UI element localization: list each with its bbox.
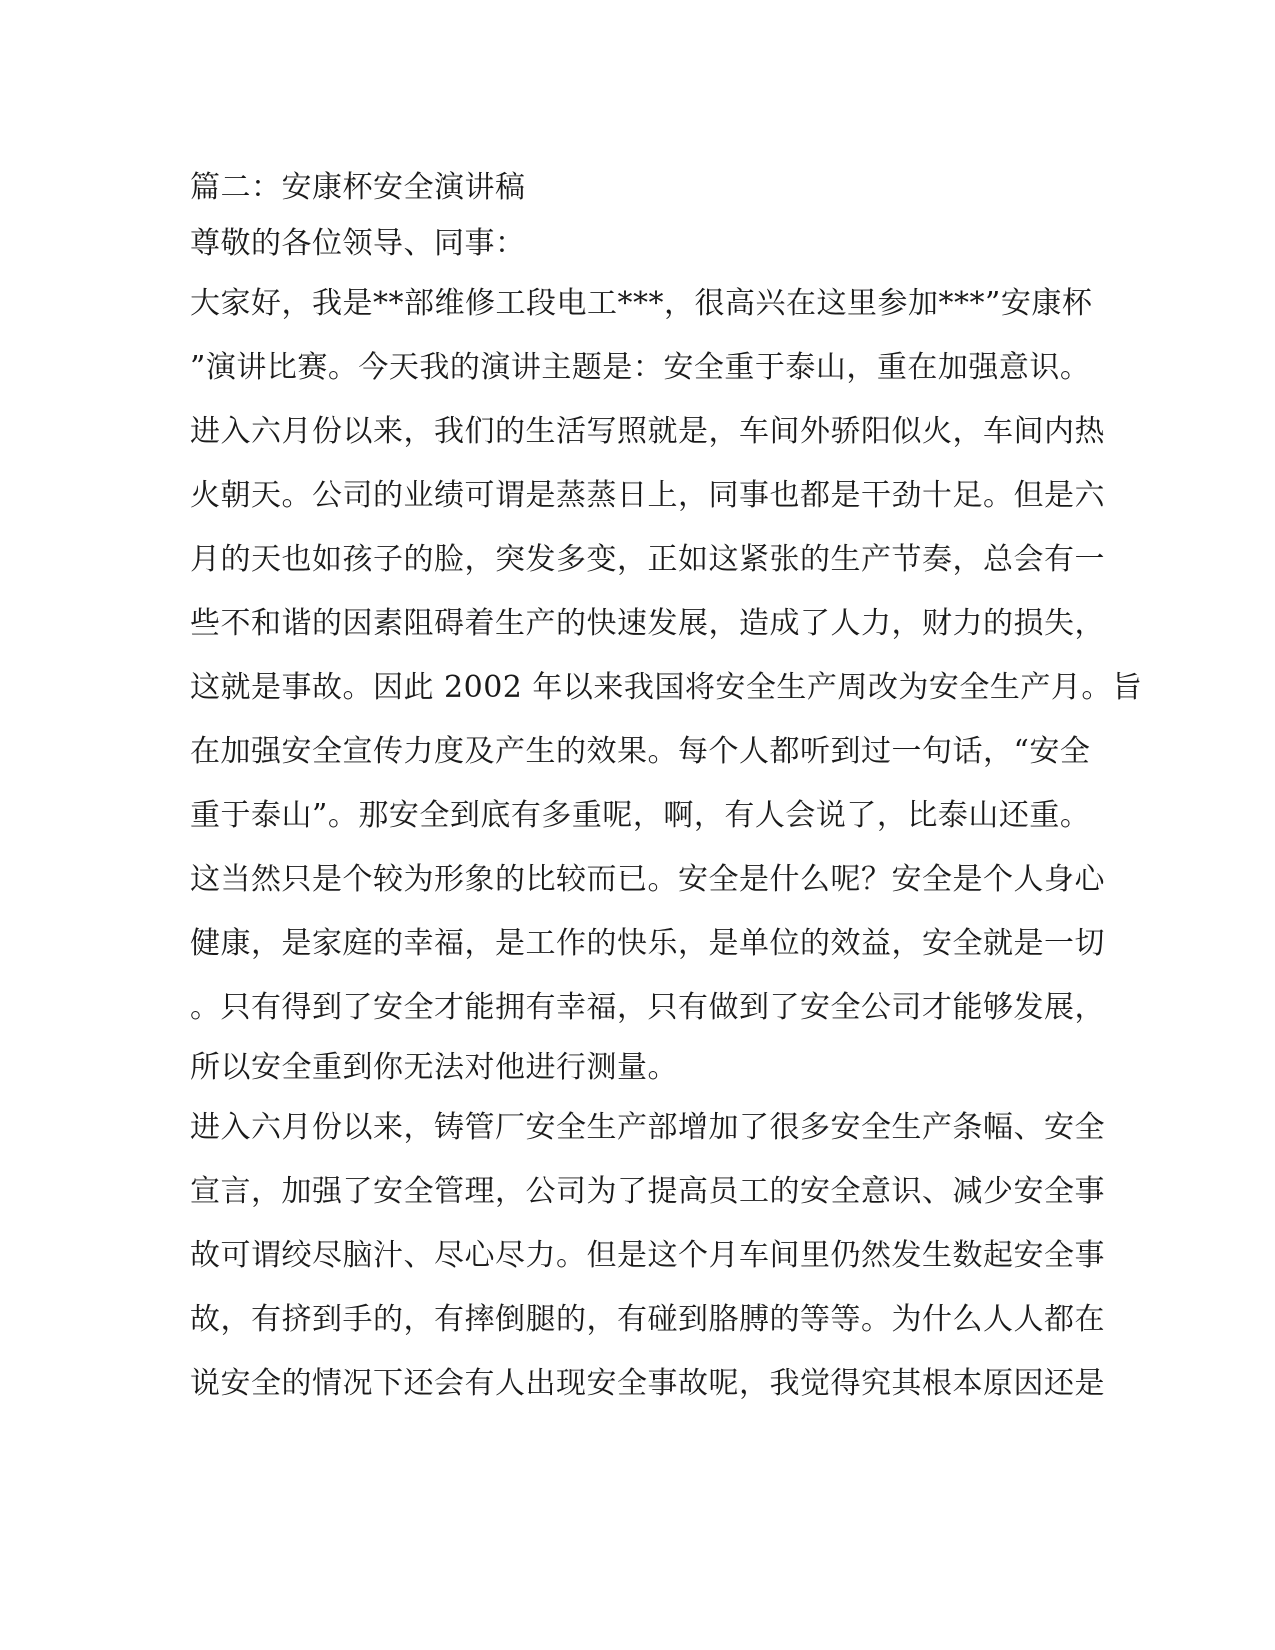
- text-line: ”演讲比赛。今天我的演讲主题是：安全重于泰山，重在加强意识。: [190, 350, 1091, 385]
- salutation: 尊敬的各位领导、同事：: [190, 226, 526, 261]
- text-line: 进入六月份以来，我们的生活写照就是，车间外骄阳似火，车间内热: [190, 414, 1105, 449]
- text-line: 所以安全重到你无法对他进行测量。: [190, 1050, 678, 1085]
- document-title: 篇二：安康杯安全演讲稿: [190, 170, 526, 205]
- text-line: 说安全的情况下还会有人出现安全事故呢，我觉得究其根本原因还是: [190, 1366, 1105, 1401]
- text-line: 。只有得到了安全才能拥有幸福，只有做到了安全公司才能够发展，: [190, 990, 1105, 1025]
- text-line: 火朝天。公司的业绩可谓是蒸蒸日上，同事也都是干劲十足。但是六: [190, 478, 1105, 513]
- text-line: 这就是事故。因此 2002 年以来我国将安全生产周改为安全生产月。旨: [190, 670, 1143, 705]
- text-line: 故可谓绞尽脑汁、尽心尽力。但是这个月车间里仍然发生数起安全事: [190, 1238, 1105, 1273]
- text-line: 这当然只是个较为形象的比较而已。安全是什么呢？安全是个人身心: [190, 862, 1105, 897]
- text-line: 健康，是家庭的幸福，是工作的快乐，是单位的效益，安全就是一切: [190, 926, 1105, 961]
- text-line: 宣言，加强了安全管理，公司为了提高员工的安全意识、减少安全事: [190, 1174, 1105, 1209]
- text-line: 大家好，我是**部维修工段电工***，很高兴在这里参加***”安康杯: [190, 286, 1093, 321]
- text-line: 进入六月份以来，铸管厂安全生产部增加了很多安全生产条幅、安全: [190, 1110, 1105, 1145]
- text-line: 重于泰山”。那安全到底有多重呢，啊，有人会说了，比泰山还重。: [190, 798, 1091, 833]
- text-line: 故，有挤到手的，有摔倒腿的，有碰到胳膊的等等。为什么人人都在: [190, 1302, 1105, 1337]
- text-line: 些不和谐的因素阻碍着生产的快速发展，造成了人力，财力的损失，: [190, 606, 1105, 641]
- text-line: 在加强安全宣传力度及产生的效果。每个人都听到过一句话，“安全: [190, 734, 1091, 769]
- document-body: [190, 160, 1143, 1416]
- text-line: 月的天也如孩子的脸，突发多变，正如这紧张的生产节奏，总会有一: [190, 542, 1105, 577]
